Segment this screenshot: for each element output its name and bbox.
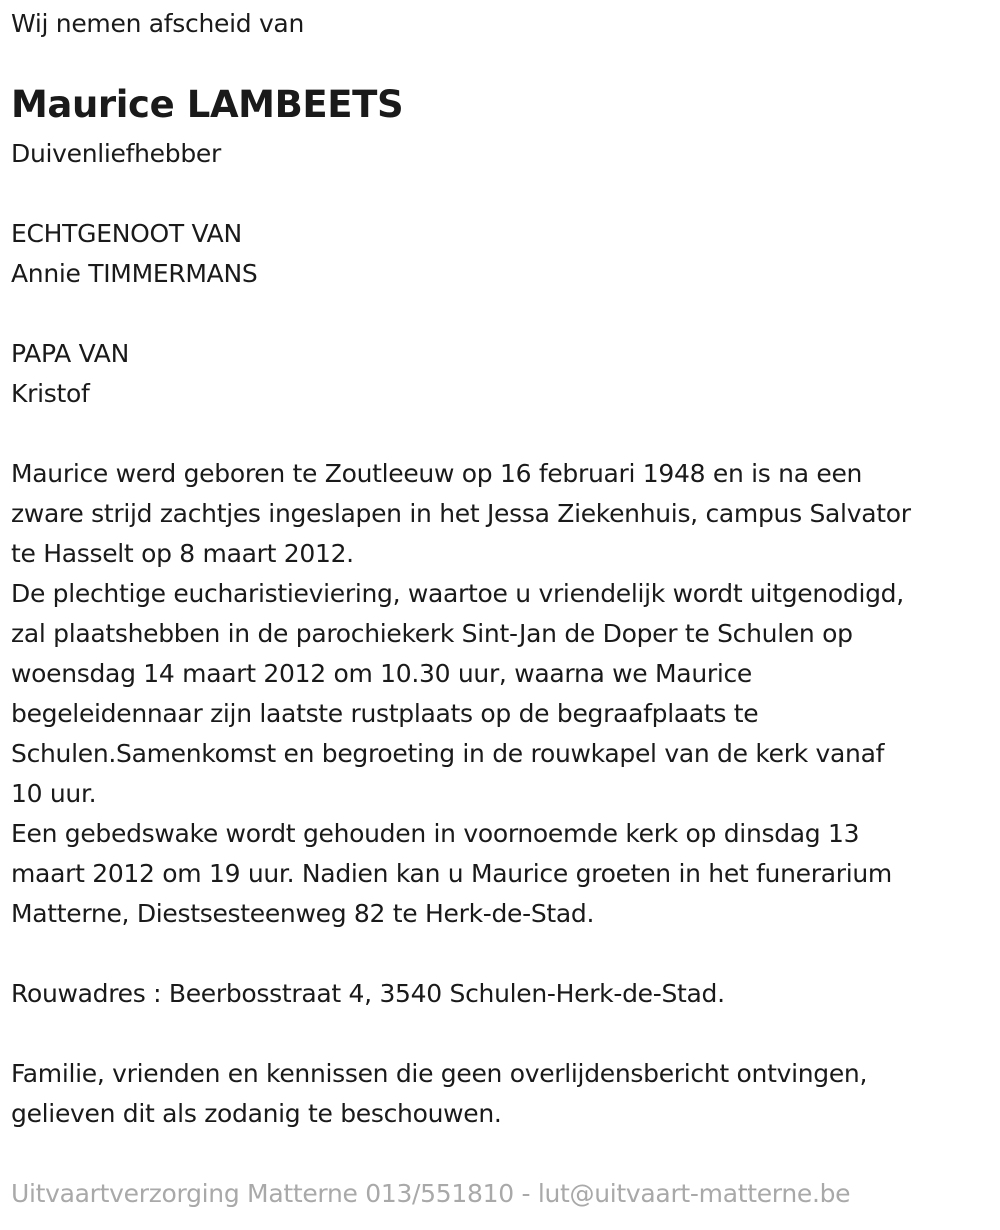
notice-line: gelieven dit als zodanig te beschouwen. [11, 1099, 502, 1128]
body-line: begeleidennaar zijn laatste rustplaats op de begraafplaats te [11, 699, 759, 728]
mourning-address: Rouwadres : Beerbosstraat 4, 3540 Schulen-Herk-de-Stad. [11, 979, 725, 1008]
spouse-label: ECHTGENOOT VAN [11, 219, 242, 248]
funeral-home-footer: Uitvaartverzorging Matterne 013/551810 - lut@uitvaart-matterne.be [11, 1179, 851, 1208]
spouse-block [11, 214, 257, 294]
body-line: Een gebedswake wordt gehouden in voornoemde kerk op dinsdag 13 [11, 819, 860, 848]
body-line: te Hasselt op 8 maart 2012. [11, 539, 354, 568]
body-line: zal plaatshebben in de parochiekerk Sint-Jan de Doper te Schulen op [11, 619, 853, 648]
body-line: De plechtige eucharistieviering, waartoe u vriendelijk wordt uitgenodigd, [11, 579, 904, 608]
body-line: zware strijd zachtjes ingeslapen in het Jessa Ziekenhuis, campus Salvator [11, 499, 911, 528]
notice-block [11, 1054, 867, 1134]
body-line: Maurice werd geboren te Zoutleeuw op 16 februari 1948 en is na een [11, 459, 863, 488]
children-label: PAPA VAN [11, 339, 130, 368]
body-paragraphs [11, 454, 911, 934]
body-line: 10 uur. [11, 779, 97, 808]
body-line: maart 2012 om 19 uur. Nadien kan u Maurice groeten in het funerarium [11, 859, 892, 888]
intro-text: Wij nemen afscheid van [11, 9, 304, 38]
body-line: woensdag 14 maart 2012 om 10.30 uur, waarna we Maurice [11, 659, 753, 688]
mourning-address-block [11, 974, 725, 1014]
deceased-name: Maurice LAMBEETS [11, 83, 404, 126]
body-line: Matterne, Diestsesteenweg 82 te Herk-de-Stad. [11, 899, 595, 928]
children-name: Kristof [11, 379, 90, 408]
deceased-description: Duivenliefhebber [11, 139, 221, 168]
deceased-description-block [11, 134, 221, 174]
children-block [11, 334, 129, 414]
spouse-name: Annie TIMMERMANS [11, 259, 258, 288]
body-line: Schulen.Samenkomst en begroeting in de rouwkapel van de kerk vanaf [11, 739, 885, 768]
notice-line: Familie, vrienden en kennissen die geen overlijdensbericht ontvingen, [11, 1059, 868, 1088]
